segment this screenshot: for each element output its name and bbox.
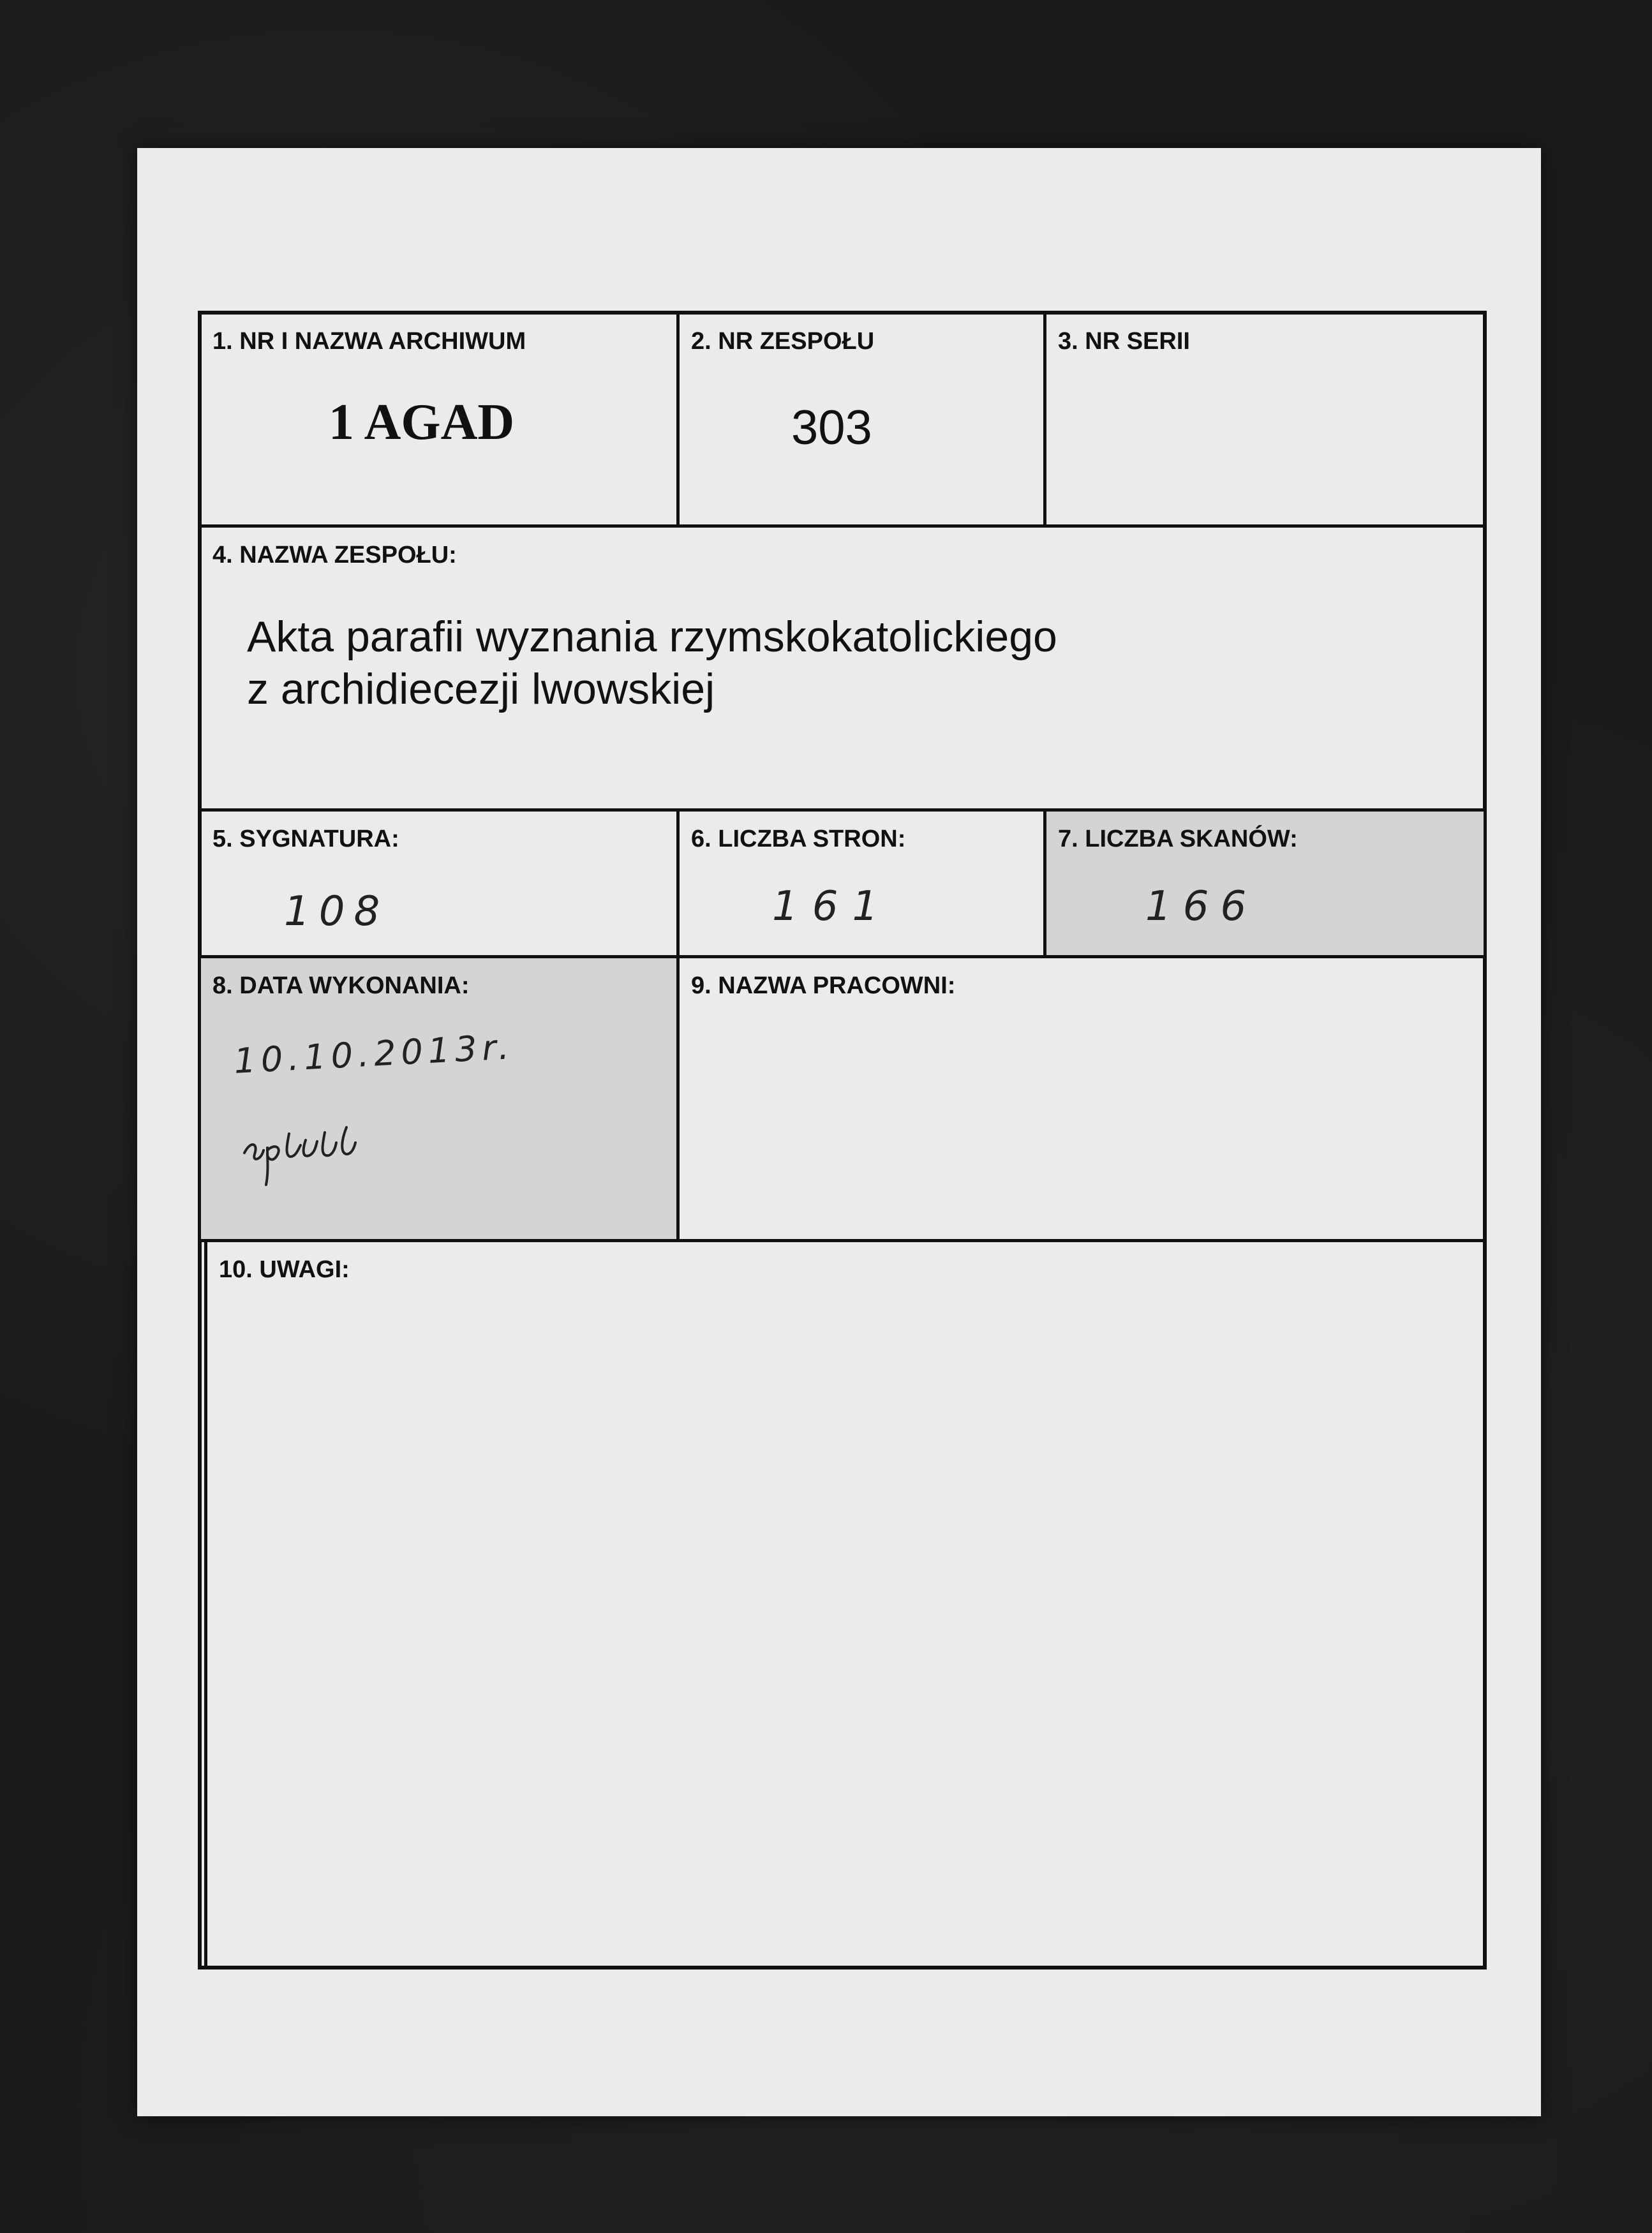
page-count-value: 161 <box>772 883 893 930</box>
scan-count-value: 166 <box>1145 883 1258 930</box>
handwritten-signature <box>239 1115 386 1191</box>
page-count-cell <box>676 808 1046 958</box>
remarks-label: 10. UWAGI: <box>219 1256 350 1283</box>
date-made-cell <box>198 955 680 1242</box>
signature-label: 5. SYGNATURA: <box>212 826 399 852</box>
workshop-name-label: 9. NAZWA PRACOWNI: <box>691 972 956 999</box>
fonds-name-line: z archidiecezji lwowskiej <box>247 665 715 713</box>
signature-value: 108 <box>284 888 389 935</box>
fonds-name-cell <box>198 524 1487 812</box>
remarks-cell <box>204 1239 1487 1970</box>
fonds-number-cell <box>676 311 1046 528</box>
signature-cell <box>198 808 680 958</box>
fonds-number-label: 2. NR ZESPOŁU <box>691 328 875 355</box>
page-count-label: 6. LICZBA STRON: <box>691 826 906 852</box>
date-made-value: 10.10.2013r. <box>233 1026 516 1081</box>
scan-count-cell <box>1043 808 1487 958</box>
archive-label: 1. NR I NAZWA ARCHIWUM <box>212 328 526 355</box>
series-number-cell <box>1043 311 1487 528</box>
archive-cell <box>198 311 680 528</box>
fonds-name-line: Akta parafii wyznania rzymskokatolickiego <box>247 612 1057 661</box>
fonds-number-value: 303 <box>791 401 872 455</box>
date-made-label: 8. DATA WYKONANIA: <box>212 972 470 999</box>
document-sheet <box>137 148 1541 2116</box>
archive-value: 1 AGAD <box>329 394 515 450</box>
fonds-name-label: 4. NAZWA ZESPOŁU: <box>212 542 457 568</box>
scan-count-label: 7. LICZBA SKANÓW: <box>1058 826 1298 852</box>
series-number-label: 3. NR SERII <box>1058 328 1190 355</box>
fonds-name-text <box>247 611 1057 715</box>
workshop-name-cell <box>676 955 1487 1242</box>
